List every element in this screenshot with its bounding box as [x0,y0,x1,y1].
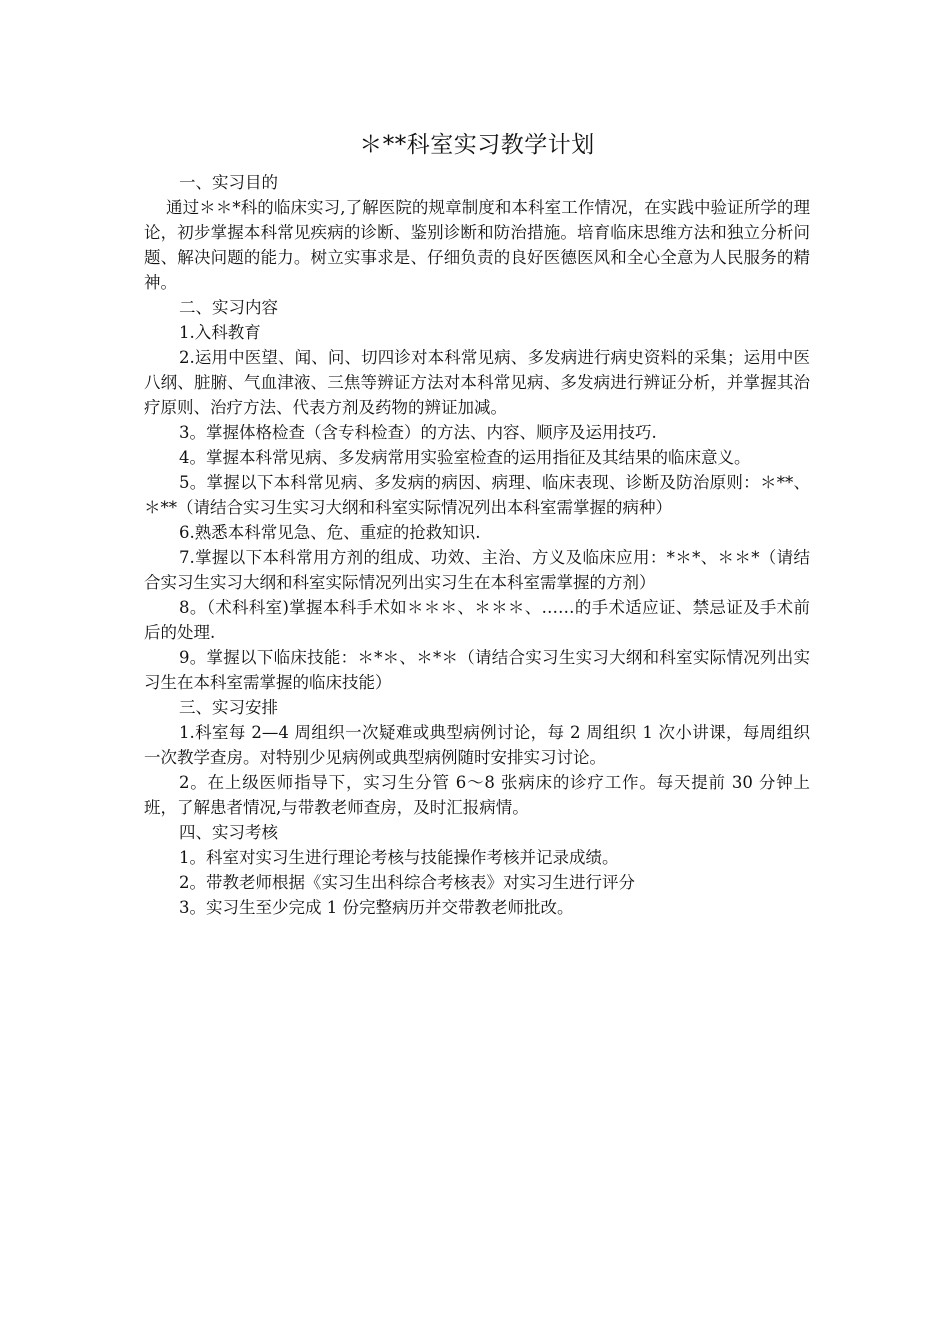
list-item: 5。掌握以下本科常见病、多发病的病因、病理、临床表现、诊断及防治原则：＊**、＊**（请结合实习生实习大纲和科室实际情况列出本科室需掌握的病种） [144,473,810,517]
list-item: 7.掌握以下本科常用方剂的组成、功效、主治、方义及临床应用：*＊*、＊＊*（请结合实习生实习大纲和科室实际情况列出实习生在本科室需掌握的方剂） [144,548,810,592]
list-item: 3。实习生至少完成 1 份完整病历并交带教老师批改。 [179,898,574,917]
list-item: 4。掌握本科常见病、多发病常用实验室检查的运用指征及其结果的临床意义。 [179,448,751,467]
list-item: 6.熟悉本科常见急、危、重症的抢救知识. [179,523,481,542]
document-title: ＊**科室实习教学计划 [359,132,595,158]
section-heading-assessment: 四、实习考核 [179,823,278,842]
list-item: 3。掌握体格检查（含专科检查）的方法、内容、顺序及运用技巧. [179,423,657,442]
list-item: 8。（术科科室)掌握本科手术如＊＊＊、＊＊＊、……的手术适应证、禁忌证及手术前后的处理. [144,598,810,642]
list-item: 9。掌握以下临床技能：＊*＊、＊*＊（请结合实习生实习大纲和科室实际情况列出实习生在本科室需掌握的临床技能） [144,648,810,692]
list-item: 2.运用中医望、闻、问、切四诊对本科常见病、多发病进行病史资料的采集；运用中医八纲、脏腑、气血津液、三焦等辨证方法对本科常见病、多发病进行辨证分析，并掌握其治疗原则、治疗方法、代表方剂及药物的辨证加减。 [144,348,810,417]
list-item: 1。科室对实习生进行理论考核与技能操作考核并记录成绩。 [179,848,619,867]
list-item: 2。带教老师根据《实习生出科综合考核表》对实习生进行评分 [179,873,635,892]
list-item: 2。在上级医师指导下，实习生分管 6～8 张病床的诊疗工作。每天提前 30 分钟上班，了解患者情况,与带教老师查房，及时汇报病情。 [144,773,810,817]
paragraph-purpose: 通过＊＊*科的临床实习,了解医院的规章制度和本科室工作情况，在实践中验证所学的理论，初步掌握本科常见疾病的诊断、鉴别诊断和防治措施。培育临床思维方法和独立分析问题、解决问题的能力。树立实事求是、仔细负责的良好医德医风和全心全意为人民服务的精神。 [144,198,810,292]
section-heading-arrangement: 三、实习安排 [179,698,278,717]
list-item: 1.入科教育 [179,323,261,342]
section-heading-content: 二、实习内容 [179,298,278,317]
section-heading-purpose: 一、实习目的 [179,173,278,192]
list-item: 1.科室每 2—4 周组织一次疑难或典型病例讨论，每 2 周组织 1 次小讲课，每周组织一次教学查房。对特别少见病例或典型病例随时安排实习讨论。 [144,723,810,767]
